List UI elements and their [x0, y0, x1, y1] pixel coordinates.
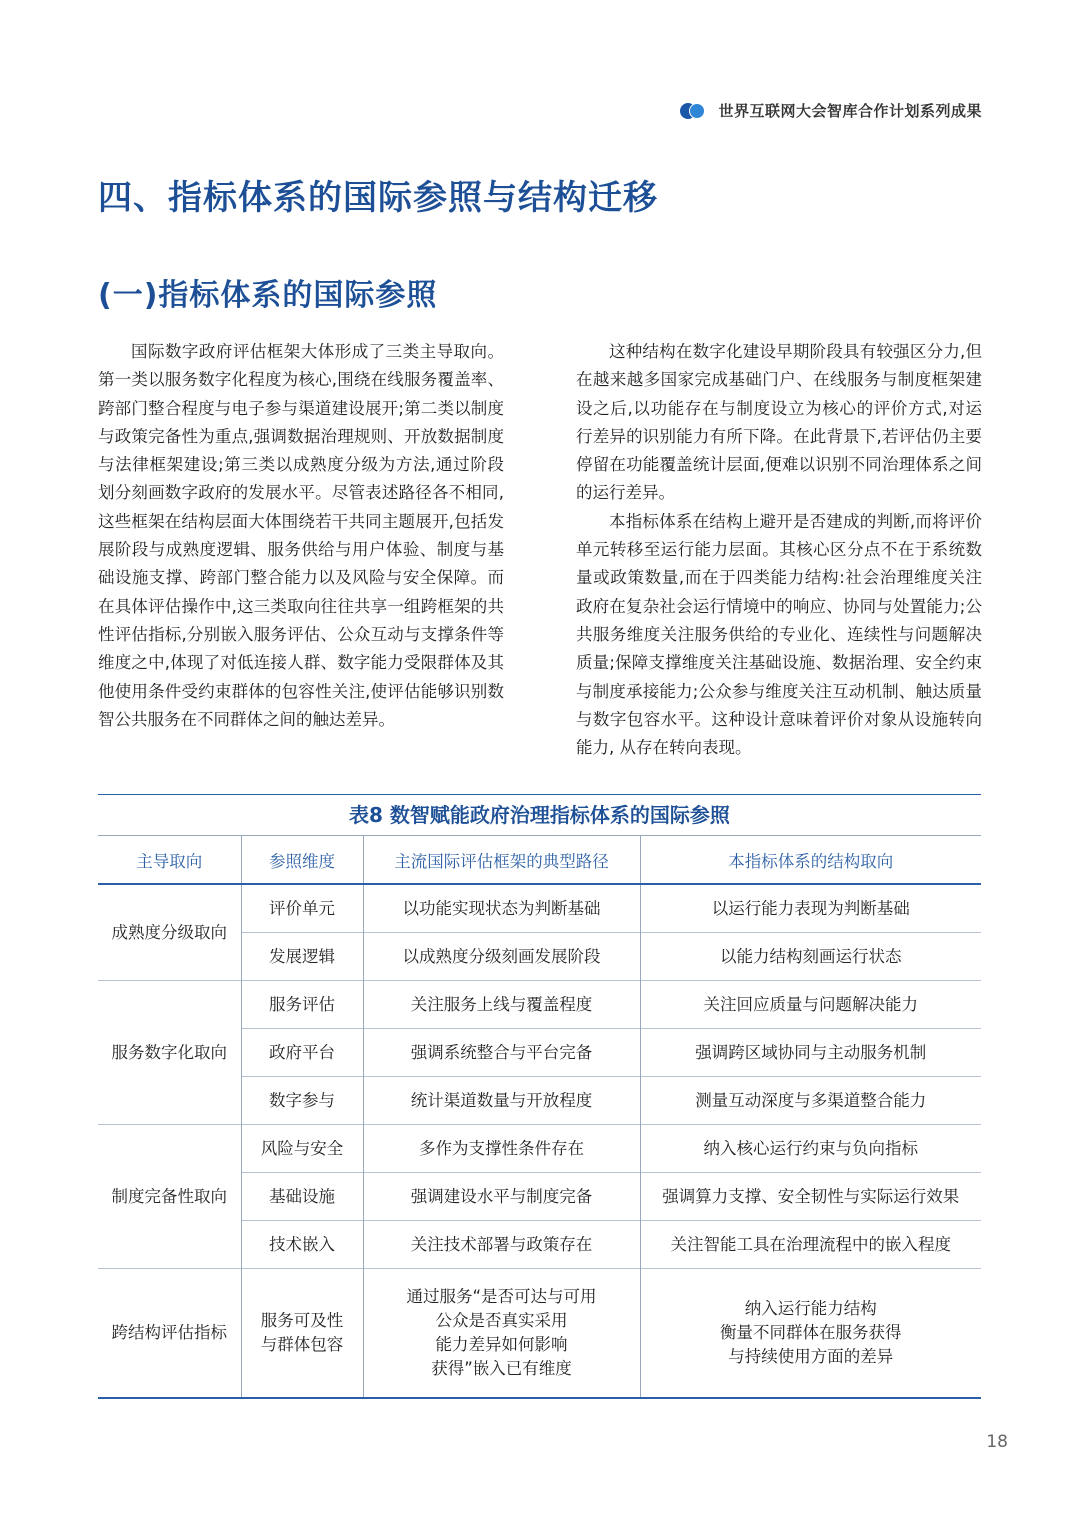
- table-row: [98, 1125, 981, 1173]
- cell-line: 纳入运行能力结构: [744, 1299, 877, 1318]
- cell-line: 获得”嵌入已有维度: [431, 1359, 572, 1378]
- table-title: 表8 数智赋能政府治理指标体系的国际参照: [98, 794, 981, 836]
- path-cell: 以功能实现状态为判断基础: [363, 884, 640, 933]
- paragraph: 这种结构在数字化建设早期阶段具有较强区分力,但在越来越多国家完成基础门户、在线服务与制度框架建设之后,以功能存在与制度设立为核心的评价方式,对运行差异的识别能力有所下降。在此背景下,若评估仍主要停留在功能覆盖统计层面,便难以识别不同治理体系之间的运行差异。: [576, 342, 982, 503]
- path-cell: [363, 1269, 640, 1399]
- table-header: 参照维度: [241, 836, 363, 884]
- dimension-cell: 政府平台: [241, 1029, 363, 1077]
- path-cell: 关注技术部署与政策存在: [363, 1221, 640, 1269]
- dimension-cell: [241, 1269, 363, 1399]
- table-row: [98, 1269, 981, 1399]
- left-column: [98, 338, 504, 734]
- table-row: [98, 884, 981, 933]
- path-cell: 强调建设水平与制度完备: [363, 1173, 640, 1221]
- path-cell: 统计渠道数量与开放程度: [363, 1077, 640, 1125]
- approach-cell: 强调算力支撑、安全韧性与实际运行效果: [640, 1173, 981, 1221]
- table-header: 本指标体系的结构取向: [640, 836, 981, 884]
- page-number: 18: [986, 1432, 1008, 1452]
- right-column: [576, 338, 982, 762]
- circles-logo-icon: [680, 102, 706, 120]
- paragraph: 本指标体系在结构上避开是否建成的判断,而将评价单元转移至运行能力层面。其核心区分点不在于系统数量或政策数量,而在于四类能力结构:社会治理维度关注政府在复杂社会运行情境中的响应、协同与处置能力;公共服务维度关注服务供给的专业化、连续性与问题解决质量;保障支撑维度关注基础设施、数据治理、安全约束与制度承接能力;公众参与维度关注互动机制、触达质量与数字包容水平。这种设计意味着评价对象从设施转向能力, 从存在转向表现。: [576, 511, 982, 758]
- dimension-cell: 风险与安全: [241, 1125, 363, 1173]
- dimension-cell: 技术嵌入: [241, 1221, 363, 1269]
- orientation-cell: 服务数字化取向: [98, 981, 241, 1125]
- path-cell: 关注服务上线与覆盖程度: [363, 981, 640, 1029]
- approach-cell: [640, 1269, 981, 1399]
- approach-cell: 纳入核心运行约束与负向指标: [640, 1125, 981, 1173]
- cell-line: 衡量不同群体在服务获得: [720, 1323, 902, 1342]
- approach-cell: 关注回应质量与问题解决能力: [640, 981, 981, 1029]
- approach-cell: 关注智能工具在治理流程中的嵌入程度: [640, 1221, 981, 1269]
- cell-line: 通过服务“是否可达与可用: [406, 1287, 597, 1306]
- approach-cell: 以运行能力表现为判断基础: [640, 884, 981, 933]
- orientation-cell: 跨结构评估指标: [98, 1269, 241, 1399]
- path-cell: 以成熟度分级刻画发展阶段: [363, 933, 640, 981]
- approach-cell: 强调跨区域协同与主动服务机制: [640, 1029, 981, 1077]
- table-header: 主流国际评估框架的典型路径: [363, 836, 640, 884]
- dimension-cell: 基础设施: [241, 1173, 363, 1221]
- table: [98, 836, 981, 1399]
- dimension-cell: 服务评估: [241, 981, 363, 1029]
- dimension-cell: 发展逻辑: [241, 933, 363, 981]
- path-cell: 强调系统整合与平台完备: [363, 1029, 640, 1077]
- subsection-title: (一)指标体系的国际参照: [98, 278, 438, 313]
- dimension-cell: 数字参与: [241, 1077, 363, 1125]
- page-header: [680, 100, 982, 121]
- cell-line: 与持续使用方面的差异: [728, 1347, 894, 1366]
- reference-table: [98, 794, 981, 1399]
- section-title: 四、指标体系的国际参照与结构迁移: [98, 178, 658, 218]
- path-cell: 多作为支撑性条件存在: [363, 1125, 640, 1173]
- cell-line: 能力差异如何影响: [435, 1335, 568, 1354]
- cell-line: 与群体包容: [260, 1335, 344, 1354]
- paragraph: 国际数字政府评估框架大体形成了三类主导取向。第一类以服务数字化程度为核心,围绕在线服务覆盖率、跨部门整合程度与电子参与渠道建设展开;第二类以制度与政策完备性为重点,强调数据治理规则、开放数据制度与法律框架建设;第三类以成熟度分级为方法,通过阶段划分刻画数字政府的发展水平。尽管表述路径各不相同,这些框架在结构层面大体围绕若干共同主题展开,包括发展阶段与成熟度逻辑、服务供给与用户体验、制度与基础设施支撑、跨部门整合能力以及风险与安全保障。而在具体评估操作中,这三类取向往往共享一组跨框架的共性评估指标,分别嵌入服务评估、公众互动与支撑条件等维度之中,体现了对低连接人群、数字能力受限群体及其他使用条件受约束群体的包容性关注,使评估能够识别数智公共服务在不同群体之间的触达差异。: [98, 342, 504, 729]
- orientation-cell: 成熟度分级取向: [98, 884, 241, 981]
- table-header: 主导取向: [98, 836, 241, 884]
- series-title: 世界互联网大会智库合作计划系列成果: [718, 102, 982, 120]
- cell-line: 公众是否真实采用: [435, 1311, 568, 1330]
- orientation-cell: 制度完备性取向: [98, 1125, 241, 1269]
- cell-line: 服务可及性: [260, 1311, 344, 1330]
- dimension-cell: 评价单元: [241, 884, 363, 933]
- approach-cell: 测量互动深度与多渠道整合能力: [640, 1077, 981, 1125]
- approach-cell: 以能力结构刻画运行状态: [640, 933, 981, 981]
- table-row: [98, 981, 981, 1029]
